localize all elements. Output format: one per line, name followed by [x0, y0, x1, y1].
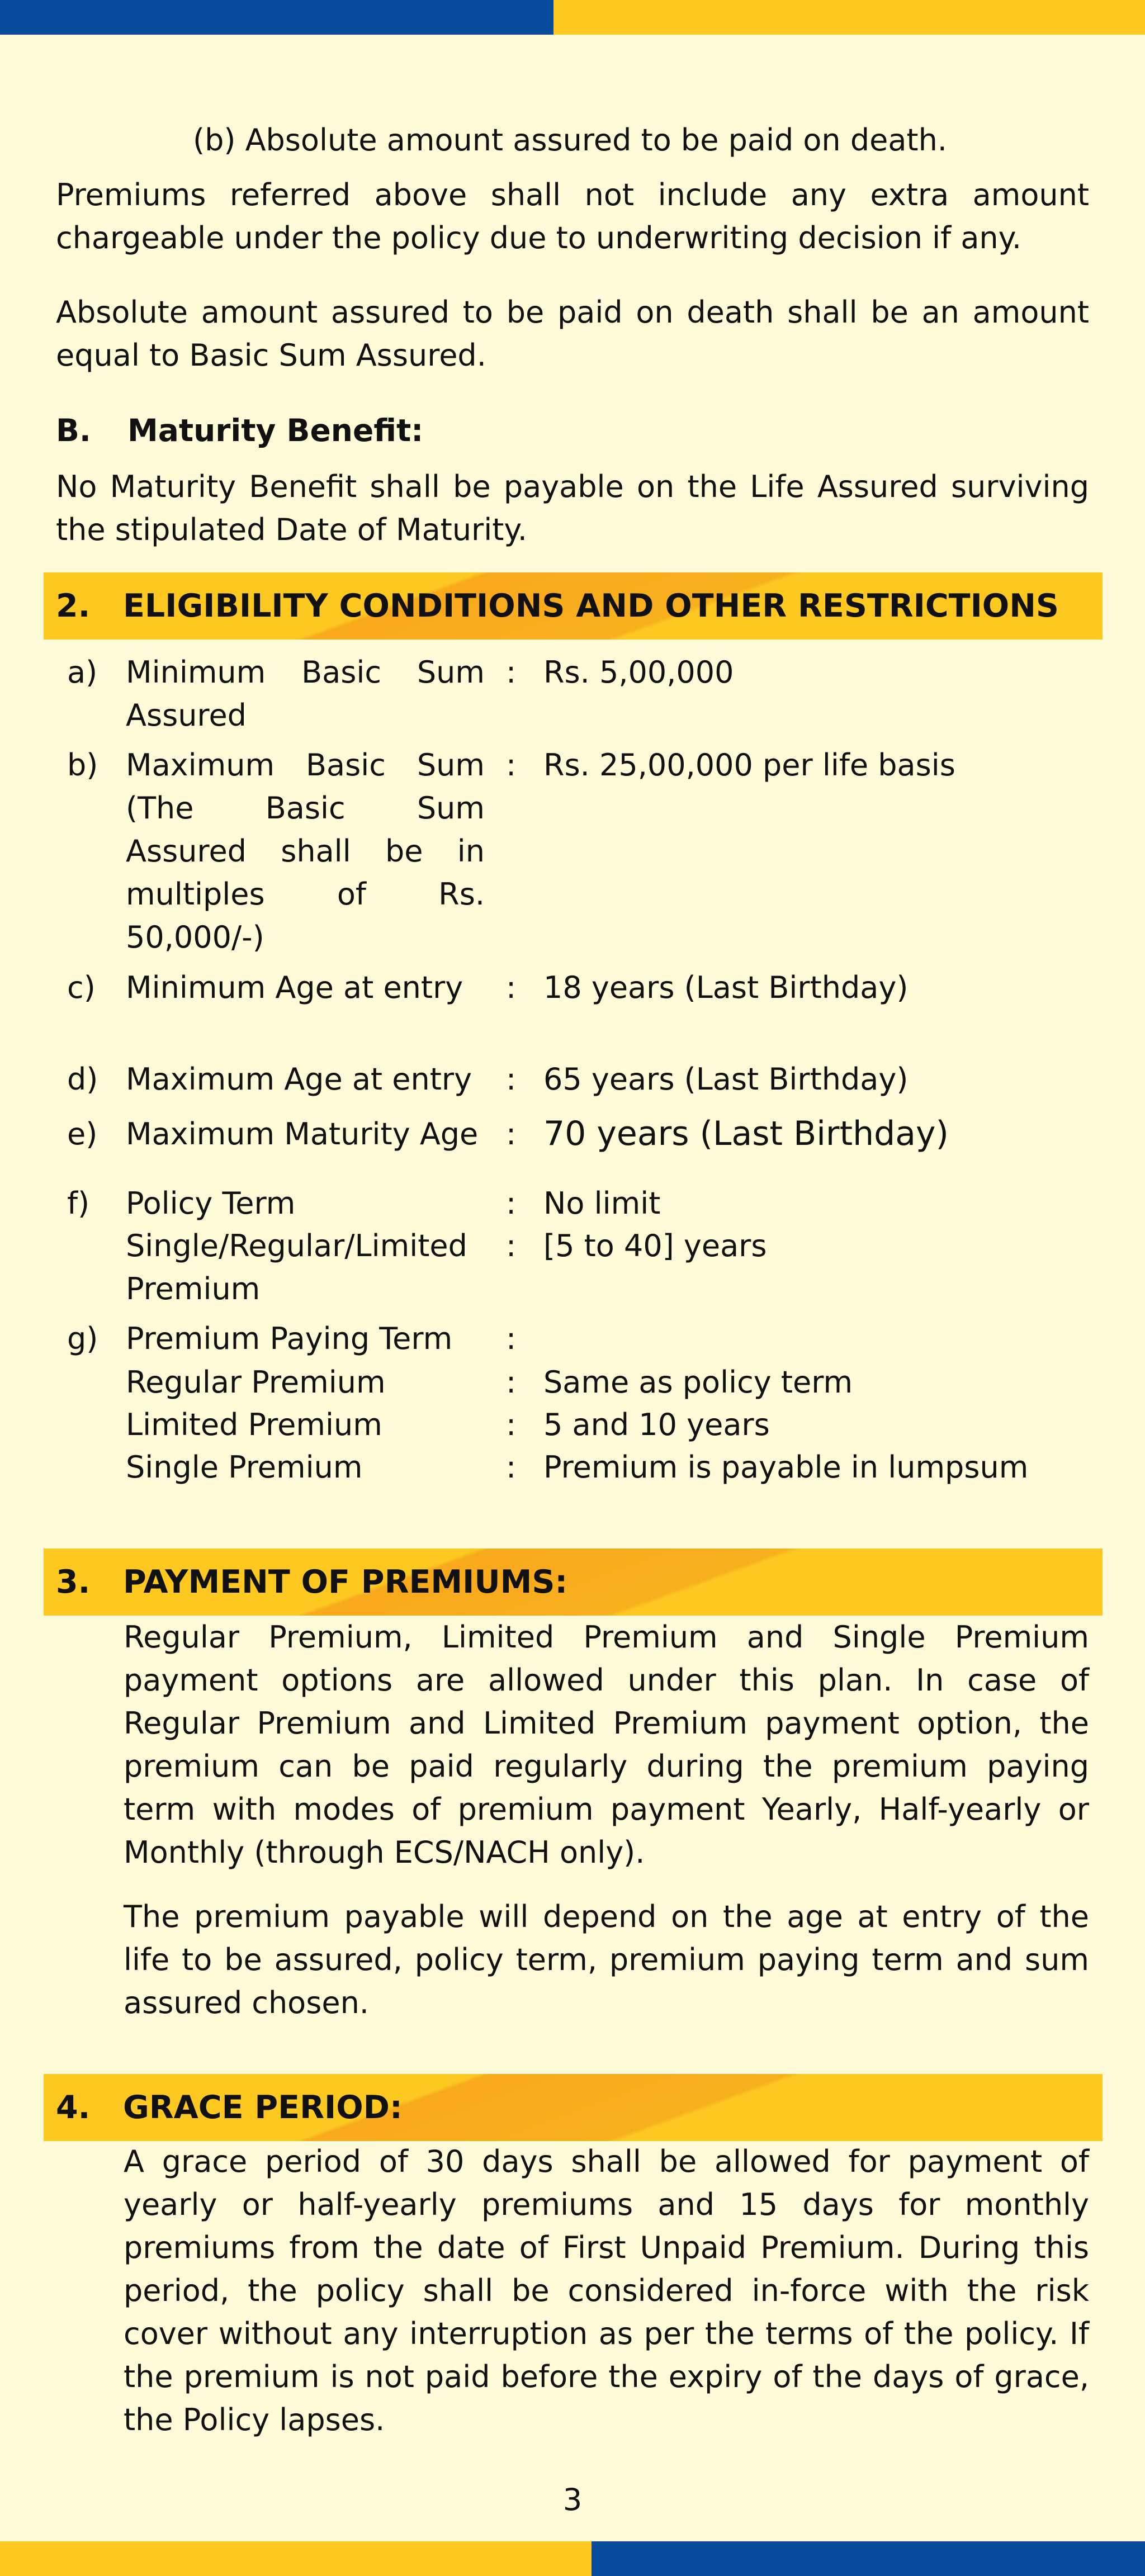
row-colon: : [506, 655, 517, 690]
premiums-note: Premiums referred above shall not include any extra amount chargeable under the policy due to underwriting decision if any. [56, 177, 1089, 255]
top-yellow-bar [553, 0, 1145, 35]
row-value: 65 years (Last Birthday) [543, 1062, 909, 1097]
row-item: Policy Term [126, 1186, 296, 1221]
row-colon: : [506, 1450, 517, 1485]
section-2-number: 2. [56, 588, 91, 624]
section-4-title: GRACE PERIOD: [123, 2089, 403, 2126]
row-label: f) [67, 1186, 90, 1221]
section-3-number: 3. [56, 1564, 91, 1600]
row-colon: : [506, 1186, 517, 1221]
intro-item-b: (b) Absolute amount assured to be paid on death. [193, 122, 947, 158]
row-label: d) [67, 1062, 98, 1097]
row-label: a) [67, 655, 98, 690]
row-item: Maximum Maturity Age [126, 1116, 479, 1152]
row-value: 5 and 10 years [543, 1407, 770, 1442]
section-2-title: ELIGIBILITY CONDITIONS AND OTHER RESTRICTIONS [123, 588, 1059, 624]
top-blue-bar [0, 0, 553, 35]
row-value: Rs. 5,00,000 [543, 655, 734, 690]
row-value: Rs. 25,00,000 per life basis [543, 747, 955, 783]
section-2-header [44, 572, 1103, 640]
bottom-blue-bar [592, 2541, 1145, 2576]
row-colon: : [506, 1321, 517, 1356]
row-colon: : [506, 1407, 517, 1442]
maturity-heading-title: Maturity Benefit: [127, 413, 424, 448]
row-colon: : [506, 1228, 517, 1263]
section-3-header [44, 1549, 1103, 1616]
row-colon: : [506, 1116, 517, 1152]
row-value: No limit [543, 1186, 661, 1221]
row-colon: : [506, 747, 517, 783]
row-item: Limited Premium [126, 1407, 382, 1442]
bottom-yellow-bar [0, 2541, 592, 2576]
section-3-title: PAYMENT OF PREMIUMS: [123, 1564, 568, 1600]
section-4-para: A grace period of 30 days shall be allowed for payment of yearly or half-yearly premiums and 15 days for monthly premiums from the date of First Unpaid Premium. During this period, the policy shall be considered in-force with the risk cover without any interruption as per the terms of the policy. If the premium is not paid before the expiry of the days of grace, the Policy lapses. [124, 2144, 1089, 2437]
row-value: Premium is payable in lumpsum [543, 1450, 1029, 1485]
row-item: Premium Paying Term [126, 1321, 453, 1356]
row-label: b) [67, 747, 98, 783]
row-item: Regular Premium [126, 1365, 386, 1400]
section-3-para-1: Regular Premium, Limited Premium and Single Premium payment options are allowed under this plan. In case of Regular Premium and Limited Premium payment option, the premium can be paid regularly during the premium paying term with modes of premium payment Yearly, Half-yearly or Monthly (through ECS/NACH only). [124, 1620, 1089, 1870]
maturity-text: No Maturity Benefit shall be payable on the Life Assured surviving the stipulated Date of Maturity. [56, 469, 1089, 547]
row-item: Minimum Age at entry [126, 970, 463, 1005]
row-colon: : [506, 1365, 517, 1400]
row-colon: : [506, 970, 517, 1005]
maturity-heading-letter: B. [56, 413, 91, 448]
row-value: 70 years (Last Birthday) [543, 1114, 949, 1153]
row-item: Maximum Age at entry [126, 1062, 472, 1097]
row-label: c) [67, 970, 96, 1005]
row-item: Single Premium [126, 1450, 363, 1485]
absolute-amount-text: Absolute amount assured to be paid on death shall be an amount equal to Basic Sum Assured. [56, 295, 1089, 373]
row-label: e) [67, 1116, 98, 1152]
row-value: [5 to 40] years [543, 1228, 767, 1263]
section-4-number: 4. [56, 2089, 91, 2126]
row-item: Maximum Basic Sum (The Basic Sum Assured shall be in multiples of Rs. 50,000/-) [126, 747, 485, 955]
row-label: g) [67, 1321, 98, 1356]
section-3-para-2: The premium payable will depend on the age at entry of the life to be assured, policy term, premium paying term and sum assured chosen. [124, 1899, 1089, 2020]
section-4-header [44, 2074, 1103, 2141]
row-value: 18 years (Last Birthday) [543, 970, 909, 1005]
row-value: Same as policy term [543, 1365, 853, 1400]
row-item: Minimum Basic Sum Assured [126, 655, 485, 733]
row-item: Single/Regular/Limited Premium [126, 1228, 467, 1306]
page-number: 3 [562, 2482, 583, 2517]
row-colon: : [506, 1062, 517, 1097]
